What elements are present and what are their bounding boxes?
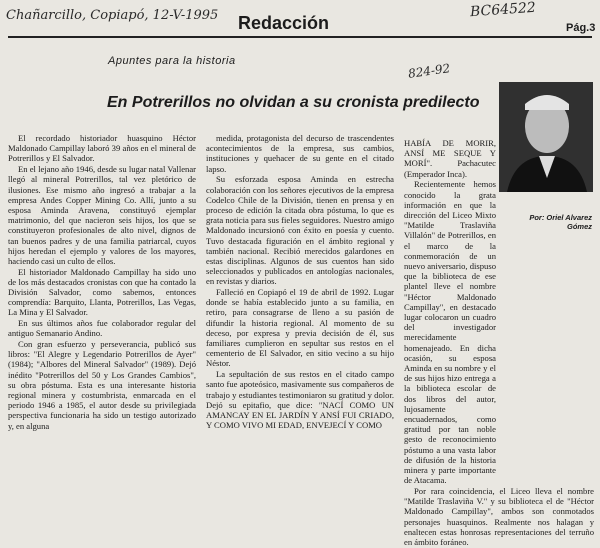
handwritten-source-note: Chañarcillo, Copiapó, 12-V-1995 <box>6 8 219 23</box>
paragraph: Falleció en Copiapó el 19 de abril de 1992. Lugar donde se había establecido junto a su familia, en retiro, para consagrarse de lleno a su pasión de difundir la historia regional. Al momento de su deceso, por expresa y previa decisión de él, sus familiares cumplieron en sepultar sus restos en el cementerio de El Salvador, en sitio vecino a su hijo Néstor. <box>206 287 394 369</box>
paragraph: La sepultación de sus restos en el citado campo santo fue apoteósico, masivamente sus compañeros de trabajo y estudiantes testimoniaron su gratitud y dolor. Dejó su epitafio, que dice: "NACÍ COMO UN AMANCAY EN EL JARDÍN Y ANSÍ FUI CRIADO, Y COMO VIVO MI EDAD, ENVEJECÍ Y COMO <box>206 369 394 431</box>
article-column-2 <box>206 133 394 431</box>
paragraph: Con gran esfuerzo y perseverancia, publicó sus libros: "El Alegre y Legendario Potrerillos de Ayer" (1984); "Albores del Mineral Salvador" (1989). Dejó inédito "Potrerillos del 50 y Los Grandes Cambios", su obra póstuma. Esta es una interesante historia regional minera y costumbrista, enmarcada en el periodo 1946 a 1985, el autor desde su privilegiada perspectiva funcionaria ha sido un testigo autorizado y, en alguna <box>8 339 196 431</box>
paragraph: En sus últimos años fue colaborador regular del antiguo Semanario Andino. <box>8 318 196 339</box>
paragraph: Recientemente hemos conocido la grata información en que la dirección del Liceo Mixto "Matilde Traslaviña Villalón" de Potrerillos, en el marco de la conmemoración de un nuevo aniversario, dispuso que la biblioteca de ese plantel lleve el nombre "Héctor Maldonado Campillay", en destacado lugar colocaron un cuadro del investigador merecidamente homenajeado. En dicha ocasión, su esposa Aminda en su nombre y el de sus hijos hizo entrega a la biblioteca escolar de dos libros del autor, lujosamente encuadernados, como gratitud por tan noble gesto de reconocimiento póstumo a una vasta labor de difusión de la historia minera y parte importante de Atacama. <box>404 179 496 486</box>
article-headline: En Potrerillos no olvidan a su cronista predilecto <box>107 94 480 111</box>
paragraph: Su esforzada esposa Aminda en estrecha colaboración con los señores ejecutivos de la empresa Codelco Chile de la División, tienen en prensa y en proceso de edición la citada obra póstuma, lo que es grata noticia para sus fieles seguidores. Nuestro amigo Maldonado incursionó con éxito en poesía y cuento. Tuvo destacada figuración en el ámbito regional y también nacional. Recibió merecidos galardones en estas disciplinas. Algunos de sus cuentos han sido seleccionados y publicados en antologías nacionales, en revistas y diarios. <box>206 174 394 287</box>
article-column-1 <box>8 133 196 431</box>
handwritten-mark: 824-92 <box>407 61 452 81</box>
section-title: Redacción <box>238 13 330 33</box>
epitaph-continuation: HABÍA DE MORIR, ANSÍ ME SEQUE Y MORÍ". Pachacutec (Emperador Inca). <box>404 138 496 179</box>
paragraph: Por rara coincidencia, el Liceo lleva el nombre "Matilde Traslaviña V." y su biblioteca el de "Héctor Maldonado Campillay", ambos son conmotados personajes huasquinos. Realmente nos halagan y enaltecen estas honrosas representaciones del terruño en ámbito foráneo. <box>404 485 594 547</box>
page-number: Pág.3 <box>566 22 596 34</box>
paragraph: medida, protagonista del decurso de trascendentes acontecimientos de la empresa, sus cambios, instituciones y quehacer de su gente en el citado lapso. <box>206 133 394 174</box>
paragraph: El historiador Maldonado Campillay ha sido uno de los más destacados cronistas con que ha contado la División Salvador, como sabemos, entonces comprendía: Barquito, Llanta, Potrerillos, Las Vegas, La Mina y El Salvador. <box>8 266 196 318</box>
paragraph: En el lejano año 1946, desde su lugar natal Vallenar llegó al mineral Potrerillos, tal vez pletórico de ilusiones. Ese mismo año ingresó a trabajar a la empresa Andes Copper Mining Co. Allí, junto a su esposa Aminda Aravena, constituyó ejemplar matrimonio, del que nacieron seis hijos, los que se constituyeron profesionales de alto nivel, dignos de tan buenos padres y de una familia patriarcal, cuyos hijos heredan el ejemplo y valores de los mayores, haciendo casi un culto de ellos. <box>8 164 196 266</box>
article-kicker: Apuntes para la historia <box>108 55 236 67</box>
header-rule <box>8 36 592 38</box>
paragraph: El recordado historiador huasquino Héctor Maldonado Campillay laboró 39 años en el mineral de Potrerillos y El Salvador. <box>8 133 196 164</box>
article-column-3 <box>404 138 594 548</box>
handwritten-catalog-code: BC64522 <box>469 0 537 21</box>
photo-credit: Por: Oriel Alvarez Gómez <box>529 213 592 231</box>
